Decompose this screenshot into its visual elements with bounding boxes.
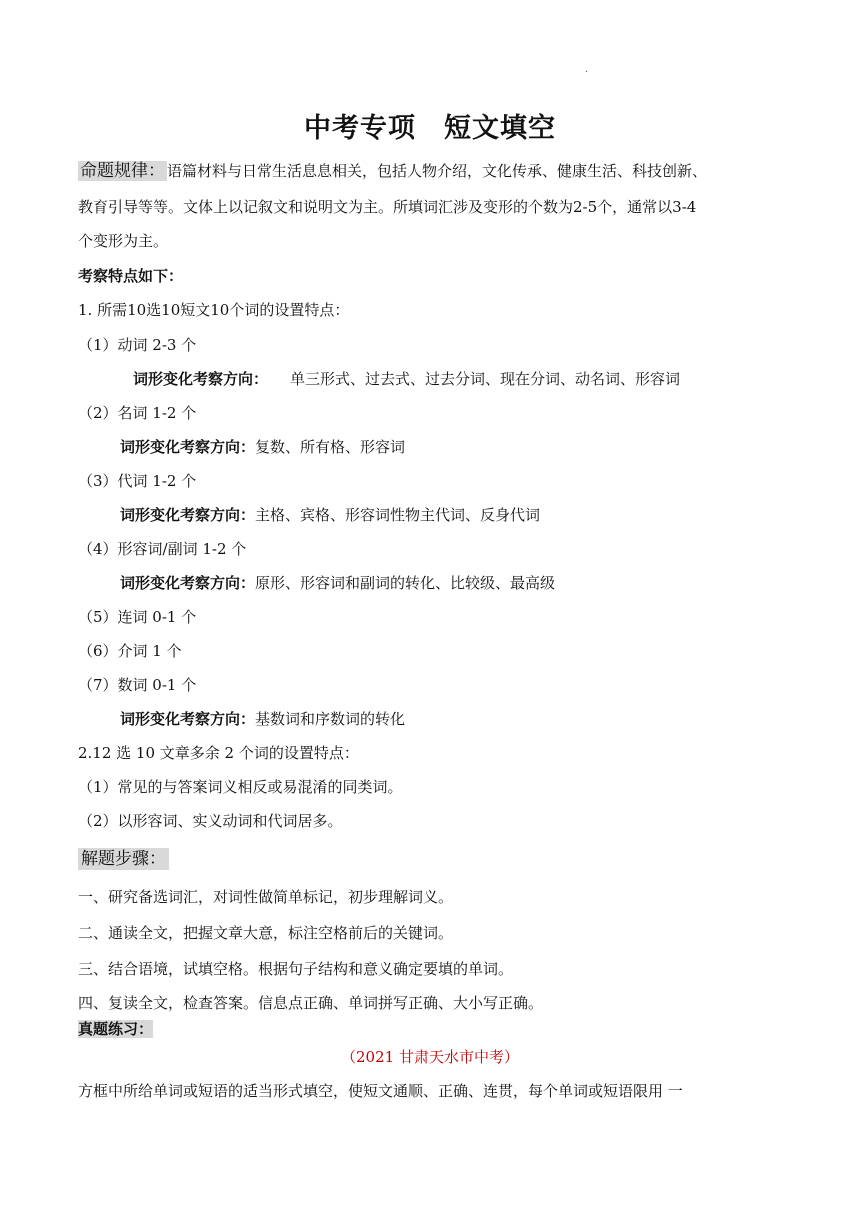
rule-line-1 — [78, 160, 707, 182]
item-verb-change — [133, 368, 680, 390]
change-label: 词形变化考察方向： — [120, 438, 256, 456]
item-adjective-change — [120, 572, 555, 594]
item-verb: （1）动词 2-3 个 — [78, 336, 197, 354]
change-label: 词形变化考察方向： — [120, 574, 256, 592]
item-adjective: （4）形容词/副词 1-2 个 — [78, 540, 247, 558]
header-dot: . — [585, 64, 589, 75]
step-1: 一、研究备选词汇，对词性做简单标记，初步理解词义。 — [78, 888, 454, 906]
step-3: 三、结合语境，试填空格。根据句子结构和意义确定要填的单词。 — [78, 960, 514, 978]
item-noun-change — [120, 436, 405, 458]
change-text: 单三形式、过去式、过去分词、现在分词、动名词、形容词 — [290, 370, 681, 388]
page-title: 中考专项 短文填空 — [304, 113, 556, 144]
point-2: 2.12 选 10 文章多余 2 个词的设置特点： — [78, 744, 359, 762]
step-2: 二、通读全文，把握文章大意，标注空格前后的关键词。 — [78, 924, 454, 942]
rule-line-3: 个变形为主。 — [78, 232, 169, 250]
practice-heading: 真题练习： — [78, 1020, 154, 1038]
change-text: 基数词和序数词的转化 — [255, 710, 406, 728]
steps-heading-row — [78, 848, 169, 870]
point-2-item-2: （2）以形容词、实义动词和代词居多。 — [78, 812, 343, 830]
change-label: 词形变化考察方向： — [133, 370, 269, 388]
change-text: 原形、形容词和副词的转化、比较级、最高级 — [255, 574, 556, 592]
item-noun: （2）名词 1-2 个 — [78, 404, 197, 422]
rule-label: 命题规律： — [80, 161, 165, 181]
item-conjunction: （5）连词 0-1 个 — [78, 608, 197, 626]
item-numeral-change — [120, 708, 405, 730]
step-4: 四、复读全文，检查答案。信息点正确、单词拼写正确、大小写正确。 — [78, 994, 544, 1012]
item-numeral: （7）数词 0-1 个 — [78, 676, 197, 694]
change-label: 词形变化考察方向： — [120, 710, 256, 728]
change-text: 复数、所有格、形容词 — [255, 438, 406, 456]
features-heading: 考察特点如下： — [78, 267, 184, 285]
item-preposition: （6）介词 1 个 — [78, 642, 182, 660]
source-label: （2021 甘肃天水市中考） — [341, 1048, 519, 1066]
rule-line-2: 教育引导等等。文体上以记叙文和说明文为主。所填词汇涉及变形的个数为2-5个，通常以3-4 — [78, 198, 697, 216]
change-label: 词形变化考察方向： — [120, 506, 256, 524]
point-1: 1. 所需10选10短文10个词的设置特点： — [78, 301, 350, 319]
rule-text-1: 语篇材料与日常生活息息相关，包括人物介绍，文化传承、健康生活、科技创新、 — [167, 162, 708, 180]
steps-heading: 解题步骤： — [78, 848, 169, 870]
change-text: 主格、宾格、形容词性物主代词、反身代词 — [255, 506, 541, 524]
practice-heading-row — [78, 1018, 153, 1040]
instruction-text: 方框中所给单词或短语的适当形式填空，使短文通顺、正确、连贯，每个单词或短语限用 一 — [78, 1082, 683, 1100]
point-2-item-1: （1）常见的与答案词义相反或易混淆的同类词。 — [78, 778, 403, 796]
item-pronoun-change — [120, 504, 540, 526]
item-pronoun: （3）代词 1-2 个 — [78, 472, 197, 490]
